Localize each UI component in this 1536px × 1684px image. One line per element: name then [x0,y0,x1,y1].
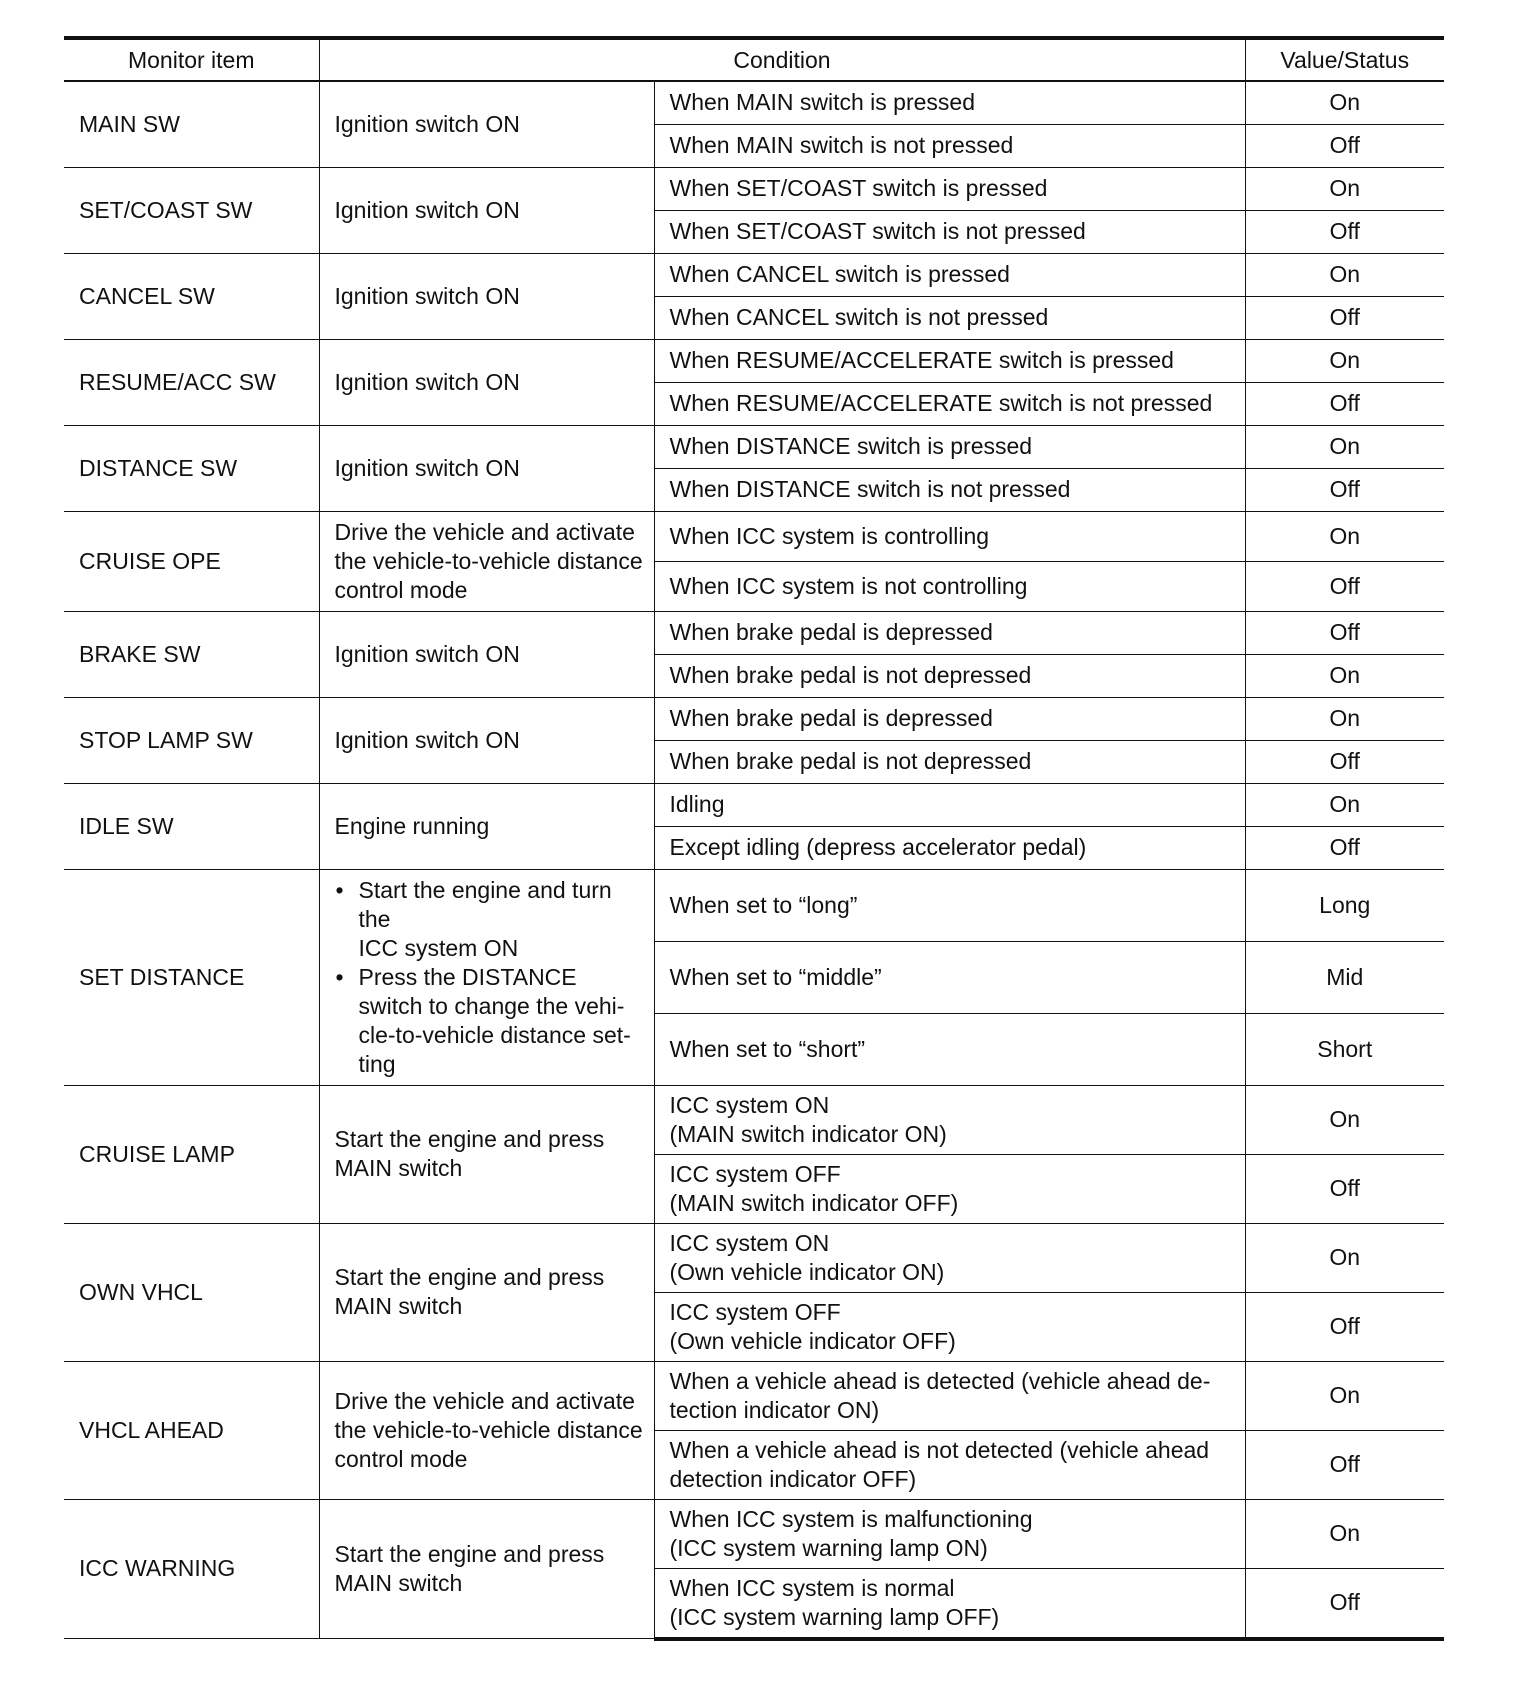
value-status-cell: Off [1245,1292,1444,1361]
sub-condition-cell [654,210,1245,253]
value-status-cell: On [1245,1361,1444,1430]
header-value-status: Value/Status [1245,38,1444,81]
monitor-item-cell: MAIN SW [64,81,319,167]
value-status-cell: Off [1245,210,1444,253]
sub-condition-text: When CANCEL switch is not pressed [669,304,1049,330]
sub-condition-text: (MAIN switch indicator ON) [669,1120,947,1147]
condition-cell [319,1223,654,1361]
value-status-cell: Off [1245,1154,1444,1223]
table-row [64,1085,1444,1154]
sub-condition-text: When MAIN switch is not pressed [669,132,1014,158]
condition-text: switch to change the vehi- [358,992,625,1019]
value-status-cell: On [1245,783,1444,826]
table-row [64,1499,1444,1568]
value-status-cell: Short [1245,1013,1444,1085]
sub-condition-cell [654,561,1245,611]
condition-cell [319,81,654,167]
condition-text: • Start the engine and turn the [358,876,612,932]
table-row [64,1223,1444,1292]
condition-text: the vehicle-to-vehicle distance [334,1416,643,1443]
sub-condition-text: When a vehicle ahead is not detected (vehicle ahead [669,1436,1210,1463]
sub-condition-text: When a vehicle ahead is detected (vehicle ahead de- [669,1367,1211,1394]
table-row [64,1361,1444,1430]
condition-text: Ignition switch ON [334,454,520,481]
condition-text: Drive the vehicle and activate [334,1387,635,1414]
condition-bullet-item [335,963,644,1079]
sub-condition-text: When SET/COAST switch is pressed [669,175,1048,201]
sub-condition-text: When brake pedal is not depressed [669,748,1032,774]
condition-text: MAIN switch [334,1155,463,1181]
sub-condition-cell [654,382,1245,425]
sub-condition-cell [654,1499,1245,1568]
sub-condition-cell [654,783,1245,826]
condition-text: Start the engine and press [334,1540,605,1567]
value-status-cell: On [1245,697,1444,740]
monitor-item-cell: ICC WARNING [64,1499,319,1639]
sub-condition-text: detection indicator OFF) [669,1465,917,1492]
header-condition: Condition [319,38,1245,81]
sub-condition-cell [654,425,1245,468]
monitor-item-cell: RESUME/ACC SW [64,339,319,425]
condition-cell [319,783,654,869]
sub-condition-cell [654,296,1245,339]
sub-condition-text: When ICC system is normal [669,1574,955,1601]
sub-condition-text: When ICC system is not controlling [669,572,1028,599]
condition-text: control mode [334,576,468,603]
sub-condition-text: When CANCEL switch is pressed [669,261,1010,287]
monitor-item-cell: SET DISTANCE [64,869,319,1085]
table-body [64,81,1444,1639]
sub-condition-text: ICC system ON [669,1091,830,1118]
condition-text: Drive the vehicle and activate [334,518,635,545]
sub-condition-text: (Own vehicle indicator ON) [669,1258,945,1285]
value-status-cell: On [1245,167,1444,210]
condition-cell [319,1361,654,1499]
sub-condition-cell [654,339,1245,382]
condition-bullet-item [335,876,644,963]
monitor-item-cell: CANCEL SW [64,253,319,339]
condition-cell [319,253,654,339]
sub-condition-cell [654,511,1245,561]
condition-text: cle-to-vehicle distance set- [358,1021,631,1048]
condition-text: Ignition switch ON [334,110,520,137]
monitor-item-cell: CRUISE LAMP [64,1085,319,1223]
sub-condition-cell [654,826,1245,869]
value-status-cell: On [1245,339,1444,382]
value-status-cell: On [1245,1499,1444,1568]
sub-condition-text: ICC system OFF [669,1298,841,1325]
value-status-cell: Mid [1245,941,1444,1013]
value-status-cell: On [1245,511,1444,561]
sub-condition-text: When SET/COAST switch is not pressed [669,218,1086,244]
sub-condition-text: (ICC system warning lamp OFF) [669,1603,1000,1630]
condition-text: Engine running [334,812,490,839]
sub-condition-cell [654,124,1245,167]
sub-condition-text: When brake pedal is not depressed [669,662,1032,688]
condition-cell [319,1499,654,1639]
sub-condition-cell [654,611,1245,654]
value-status-cell: On [1245,81,1444,124]
sub-condition-text: tection indicator ON) [669,1396,880,1423]
monitor-item-cell: SET/COAST SW [64,167,319,253]
sub-condition-text: When DISTANCE switch is not pressed [669,476,1071,502]
table-row [64,339,1444,382]
condition-text: control mode [334,1445,468,1472]
monitor-item-cell: OWN VHCL [64,1223,319,1361]
condition-cell [319,697,654,783]
condition-cell [319,339,654,425]
condition-text: Start the engine and press [334,1264,605,1290]
sub-condition-text: When MAIN switch is pressed [669,89,975,116]
value-status-cell: Off [1245,468,1444,511]
sub-condition-cell [654,941,1245,1013]
table-row [64,167,1444,210]
sub-condition-cell [654,1154,1245,1223]
sub-condition-text: (Own vehicle indicator OFF) [669,1327,956,1354]
value-status-cell: On [1245,1085,1444,1154]
condition-text: Ignition switch ON [334,196,520,223]
value-status-cell: On [1245,425,1444,468]
value-status-cell: On [1245,654,1444,697]
condition-text: MAIN switch [334,1569,463,1596]
sub-condition-cell [654,654,1245,697]
sub-condition-cell [654,1568,1245,1639]
sub-condition-cell [654,1085,1245,1154]
sub-condition-text: When DISTANCE switch is pressed [669,433,1033,459]
sub-condition-cell [654,81,1245,124]
value-status-cell: Off [1245,611,1444,654]
condition-cell [319,1085,654,1223]
table-row [64,697,1444,740]
table-row [64,81,1444,124]
value-status-cell: Off [1245,382,1444,425]
value-status-cell: Off [1245,124,1444,167]
condition-text: Ignition switch ON [334,368,520,395]
sub-condition-text: When set to “short” [669,1035,866,1062]
sub-condition-text: Except idling (depress accelerator pedal) [669,834,1087,860]
value-status-cell: Off [1245,1568,1444,1639]
condition-text: • Press the DISTANCE [358,963,577,990]
monitor-item-cell: IDLE SW [64,783,319,869]
value-status-cell: Long [1245,869,1444,941]
value-status-cell: Off [1245,740,1444,783]
condition-text: Start the engine and press [334,1126,605,1152]
sub-condition-text: When set to “middle” [669,963,882,990]
condition-cell [319,167,654,253]
sub-condition-cell [654,253,1245,296]
value-status-cell: Off [1245,1430,1444,1499]
monitor-item-cell: BRAKE SW [64,611,319,697]
condition-text: the vehicle-to-vehicle distance [334,547,643,574]
monitor-item-cell: CRUISE OPE [64,511,319,611]
condition-cell [319,869,654,1085]
condition-text: MAIN switch [334,1293,463,1319]
table-row [64,425,1444,468]
condition-text: ICC system ON [358,934,519,961]
header-monitor-item: Monitor item [64,38,319,81]
sub-condition-cell [654,1430,1245,1499]
monitor-item-table [64,36,1444,1641]
condition-text: Ignition switch ON [334,726,520,753]
condition-text: Ignition switch ON [334,282,520,309]
sub-condition-text: When ICC system is controlling [669,522,990,549]
value-status-cell: Off [1245,826,1444,869]
sub-condition-text: ICC system OFF [669,1160,841,1187]
sub-condition-text: When set to “long” [669,891,858,918]
sub-condition-cell [654,740,1245,783]
value-status-cell: Off [1245,296,1444,339]
sub-condition-cell [654,1223,1245,1292]
monitor-item-cell: VHCL AHEAD [64,1361,319,1499]
sub-condition-text: Idling [669,791,725,817]
sub-condition-text: (ICC system warning lamp ON) [669,1534,988,1561]
condition-bullet-list [335,876,644,1079]
sub-condition-text: When RESUME/ACCELERATE switch is pressed [669,347,1174,373]
sub-condition-cell [654,468,1245,511]
table-row [64,783,1444,826]
sub-condition-cell [654,1361,1245,1430]
table-row [64,511,1444,561]
sub-condition-cell [654,167,1245,210]
table-row [64,253,1444,296]
sub-condition-cell [654,697,1245,740]
condition-text: Ignition switch ON [334,640,520,667]
table-row [64,869,1444,941]
sub-condition-text: When brake pedal is depressed [669,705,993,731]
sub-condition-cell [654,869,1245,941]
sub-condition-text: (MAIN switch indicator OFF) [669,1189,959,1216]
value-status-cell: Off [1245,561,1444,611]
condition-text: ting [358,1050,396,1077]
sub-condition-text: ICC system ON [669,1229,830,1256]
monitor-item-cell: STOP LAMP SW [64,697,319,783]
sub-condition-text: When ICC system is malfunctioning [669,1505,1033,1532]
sub-condition-cell [654,1292,1245,1361]
table-row [64,611,1444,654]
condition-cell [319,611,654,697]
sub-condition-text: When brake pedal is depressed [669,619,993,645]
sub-condition-text: When RESUME/ACCELERATE switch is not pressed [669,390,1213,416]
monitor-item-cell: DISTANCE SW [64,425,319,511]
condition-cell [319,425,654,511]
value-status-cell: On [1245,253,1444,296]
condition-cell [319,511,654,611]
value-status-cell: On [1245,1223,1444,1292]
sub-condition-cell [654,1013,1245,1085]
header-row [64,38,1444,81]
